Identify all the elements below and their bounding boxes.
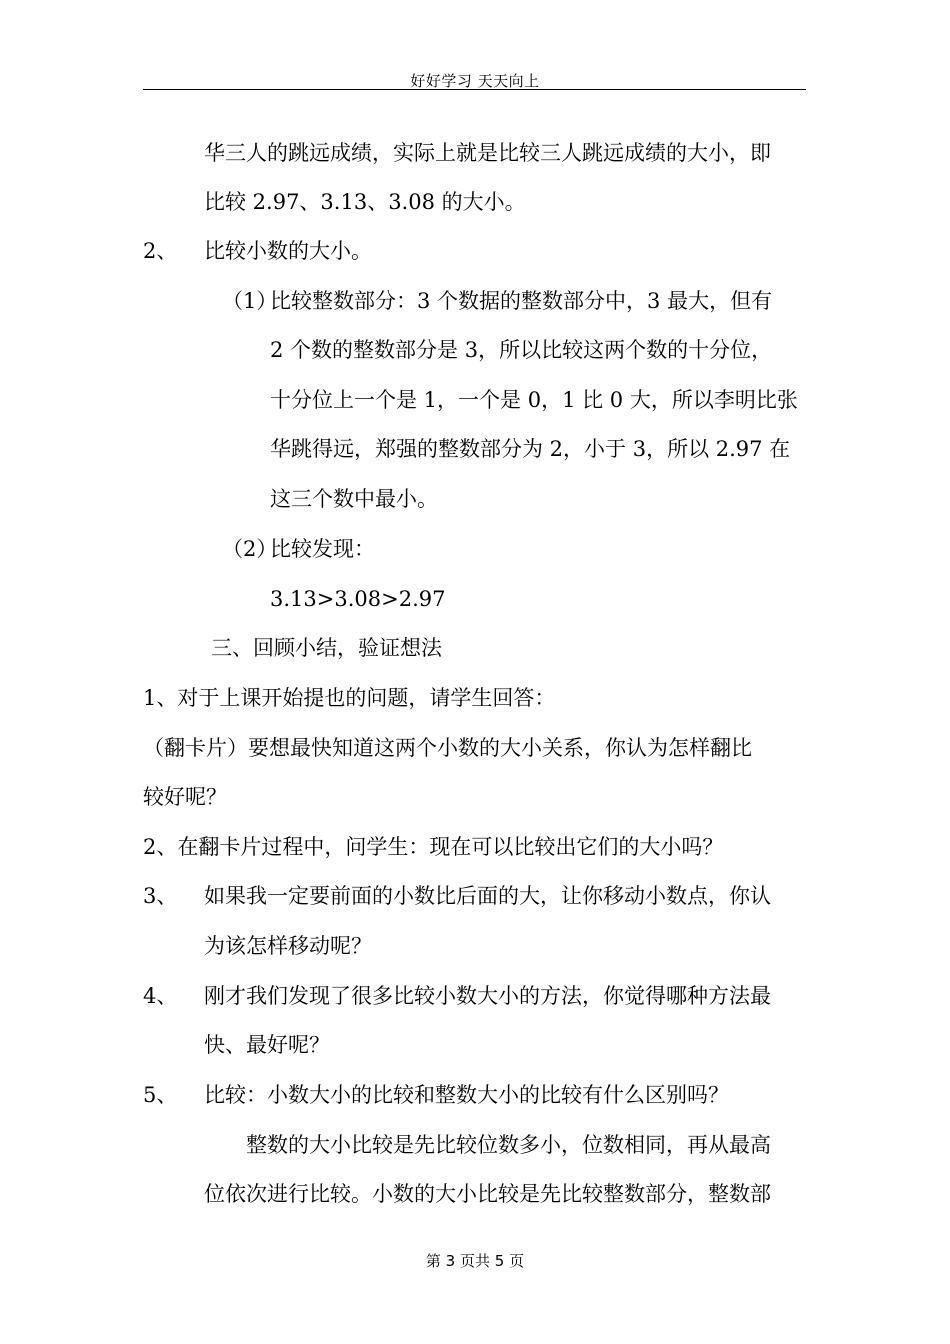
list-number: 3、 — [143, 884, 178, 908]
text-line: 比较发现： — [270, 537, 375, 561]
text-line: 为该怎样移动呢？ — [204, 934, 372, 958]
page-footer: 第 3 页共 5 页 — [425, 1252, 525, 1270]
text-line: 华三人的跳远成绩，实际上就是比较三人跳远成绩的大小，即 — [204, 141, 771, 165]
text-line: 1、对于上课开始提也的问题，请学生回答： — [143, 686, 556, 710]
comparison-result: 3.13>3.08>2.97 — [270, 587, 446, 611]
section-heading: 三、回顾小结，验证想法 — [211, 636, 442, 660]
text-line: 如果我一定要前面的小数比后面的大，让你移动小数点，你认 — [204, 884, 771, 908]
text-line: 2 个数的整数部分是 3，所以比较这两个数的十分位， — [270, 338, 773, 362]
text-line: 比较：小数大小的比较和整数大小的比较有什么区别吗？ — [204, 1083, 729, 1107]
header-divider — [143, 89, 806, 90]
text-line: 这三个数中最小。 — [270, 487, 438, 511]
list-item-heading: 比较小数的大小。 — [204, 239, 372, 263]
list-number: 2、 — [143, 239, 178, 263]
sub-list-number: （2） — [222, 537, 278, 561]
text-line: 整数的大小比较是先比较位数多小，位数相同，再从最高 — [246, 1133, 771, 1157]
text-line: 比较 2.97、3.13、3.08 的大小。 — [204, 190, 526, 214]
text-line: 位依次进行比较。小数的大小比较是先比较整数部分，整数部 — [204, 1182, 771, 1206]
text-line: 十分位上一个是 1，一个是 0，1 比 0 大，所以李明比张 — [270, 388, 798, 412]
page-header: 好好学习 天天向上 — [410, 72, 540, 90]
text-line: 刚才我们发现了很多比较小数大小的方法，你觉得哪种方法最 — [204, 984, 771, 1008]
text-line: （翻卡片）要想最快知道这两个小数的大小关系，你认为怎样翻比 — [143, 736, 752, 760]
sub-list-number: （1） — [222, 289, 278, 313]
text-line: 快、最好呢？ — [204, 1033, 330, 1057]
text-line: 较好呢？ — [143, 785, 227, 809]
text-line: 华跳得远，郑强的整数部分为 2，小于 3，所以 2.97 在 — [270, 437, 791, 461]
text-line: 2、在翻卡片过程中，问学生：现在可以比较出它们的大小吗？ — [143, 835, 724, 859]
text-line: 比较整数部分：3 个数据的整数部分中，3 最大，但有 — [270, 289, 773, 313]
list-number: 4、 — [143, 984, 178, 1008]
list-number: 5、 — [143, 1083, 178, 1107]
